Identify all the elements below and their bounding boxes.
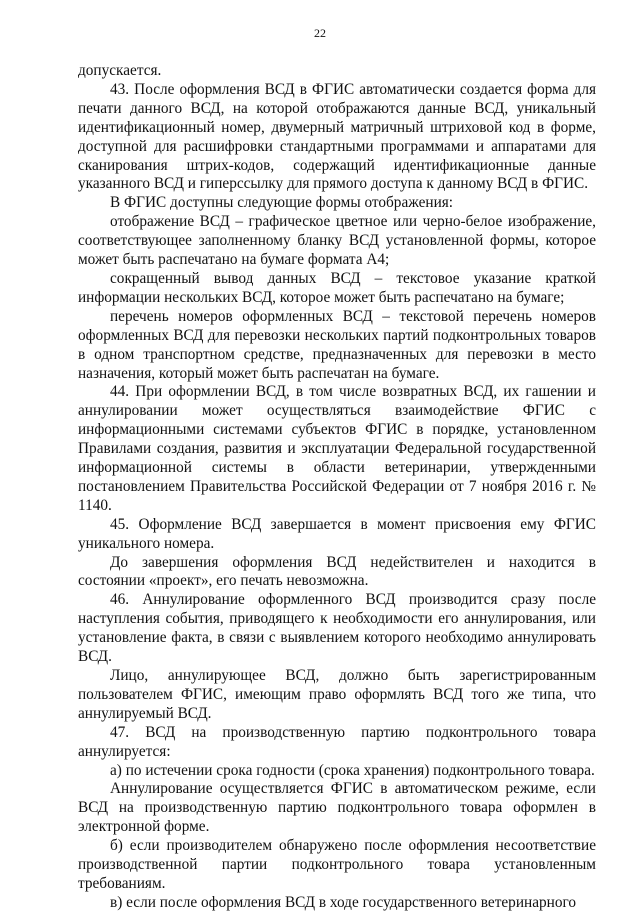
paragraph-continuation: допускается.	[78, 62, 162, 79]
paragraph-47-a: а) по истечении срока годности (срока хранения) подконтрольного товара.	[110, 761, 595, 779]
paragraph-43: 43. После оформления ВСД в ФГИС автоматически создается форма для печати данного ВСД, на которой отображаются данные ВСД, уникальный идентификационный номер, двумерный матричный штриховой код в форме, доступной для расшифровки стандартными программами и аппаратами для сканирования штрих-кодов, содержащий идентификационные данные указанного ВСД и гиперссылку для прямого доступа к данному ВСД в ФГИС.	[78, 80, 596, 193]
paragraph-short-output: сокращенный вывод данных ВСД – текстовое указание краткой информации нескольких ВСД, которое может быть распечатано на бумаге;	[78, 269, 596, 306]
paragraph-auto-annulment: Аннулирование осуществляется ФГИС в автоматическом режиме, если ВСД на производственную партию подконтрольного товара оформлен в электронной форме.	[78, 780, 596, 836]
paragraph-47: 47. ВСД на производственную партию подконтрольного товара аннулируется:	[78, 723, 596, 760]
paragraph-47-b: б) если производителем обнаружено после оформления несоответствие производственной партии подконтрольного товара установленным требованиям.	[78, 837, 596, 892]
paragraph-44: 44. При оформлении ВСД, в том числе возвратных ВСД, их гашении и аннулировании может осуществляться взаимодействие ФГИС с информационными системами субъектов ФГИС в порядке, установленном Правилами создания, развития и эксплуатации Федеральной государственной информационной системы в области ветеринарии, утвержденными постановлением Правительства Российской Федерации от 7 ноября 2016 г. № 1140.	[78, 383, 596, 514]
paragraph-display-forms-intro: В ФГИС доступны следующие формы отображения:	[110, 194, 454, 212]
paragraph-46: 46. Аннулирование оформленного ВСД производится сразу после наступления события, приводящего к необходимости его аннулирования, или установление факта, в связи с выявлением которого необходимо аннулировать ВСД.	[78, 591, 596, 666]
paragraph-display-vsd: отображение ВСД – графическое цветное или черно-белое изображение, соответствующее заполненному бланку ВСД установленной формы, которое может быть распечатано на бумаге формата А4;	[78, 213, 596, 269]
paragraph-draft-state: До завершения оформления ВСД недействителен и находится в состоянии «проект», его печать невозможна.	[78, 553, 596, 590]
paragraph-47-v: в) если после оформления ВСД в ходе государственного ветеринарного	[110, 893, 577, 911]
paragraph-annulling-person: Лицо, аннулирующее ВСД, должно быть зарегистрированным пользователем ФГИС, имеющим право оформлять ВСД того же типа, что аннулируемый ВСД.	[78, 667, 596, 722]
document-body	[78, 62, 596, 913]
page-number: 22	[314, 26, 326, 40]
paragraph-45: 45. Оформление ВСД завершается в момент присвоения ему ФГИС уникального номера.	[78, 515, 596, 552]
paragraph-numbers-list: перечень номеров оформленных ВСД – текстовой перечень номеров оформленных ВСД для перевозки нескольких партий подконтрольных товаров в одном транспортном средстве, предназначенных для перевозки в место назначения, который может быть распечатан на бумаге.	[78, 307, 596, 382]
